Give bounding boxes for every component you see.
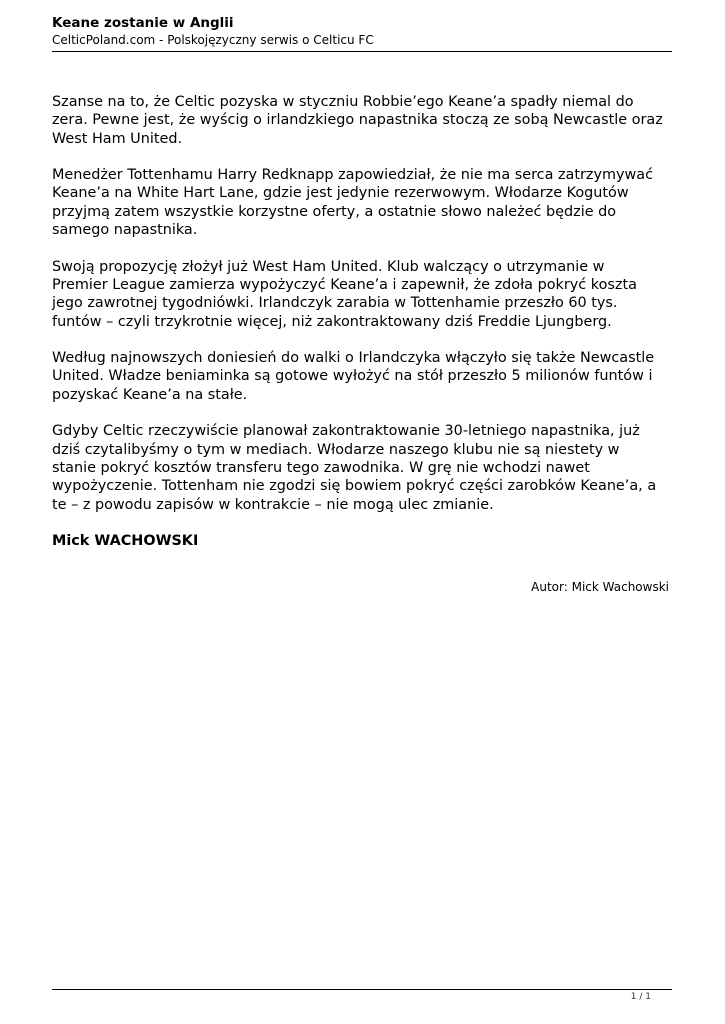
page-title: Keane zostanie w Anglii	[52, 15, 234, 31]
text-line: jego zawrotnej tygodniówki. Irlandczyk zarabia w Tottenhamie przeszło 60 tys.	[52, 295, 618, 312]
text-line: Swoją propozycję złożył już West Ham United. Klub walczący o utrzymanie w	[52, 258, 605, 275]
text-line: wypożyczenie. Tottenham nie zgodzi się bowiem pokryć części zarobków Keane’a, a	[52, 478, 657, 495]
article-signature: Mick WACHOWSKI	[52, 533, 199, 550]
document-header	[52, 15, 672, 48]
text-line: United. Władze beniaminka są gotowe wyłożyć na stół przeszło 5 milionów funtów i	[52, 368, 653, 385]
text-line: Keane’a na White Hart Lane, gdzie jest jedynie rezerwowym. Włodarze Kogutów	[52, 185, 629, 202]
text-line: Szanse na to, że Celtic pozyska w styczniu Robbie’ego Keane’a spadły niemal do	[52, 94, 634, 110]
text-line: Według najnowszych doniesień do walki o Irlandczyka włączyło się także Newcastle	[52, 350, 655, 367]
text-line: samego napastnika.	[52, 222, 198, 239]
text-line: pozyskać Keane’a na stałe.	[52, 386, 248, 403]
footer-divider	[52, 989, 672, 990]
text-line: te – z powodu zapisów w kontrakcie – nie mogą ulec zmianie.	[52, 496, 494, 513]
article-paragraph	[52, 258, 692, 331]
article-paragraph	[52, 166, 692, 239]
text-line: Menedżer Tottenhamu Harry Redknapp zapowiedział, że nie ma serca zatrzymywać	[52, 167, 654, 184]
text-line: Premier League zamierza wypożyczyć Keane’a i zapewnił, że zdoła pokryć koszta	[52, 276, 637, 293]
article-paragraph	[52, 349, 692, 404]
article-paragraph	[52, 93, 692, 148]
page-number: 1 / 1	[630, 992, 651, 1002]
header-divider	[52, 51, 672, 52]
text-line: zera. Pewne jest, że wyścig o irlandzkiego napastnika stoczą ze sobą Newcastle oraz	[52, 112, 663, 129]
text-line: dziś czytalibyśmy o tym w mediach. Włodarze naszego klubu nie są niestety w	[52, 441, 620, 458]
article-paragraph	[52, 422, 692, 513]
text-line: Gdyby Celtic rzeczywiście planował zakontraktowanie 30-letniego napastnika, już	[52, 423, 640, 440]
text-line: przyjmą zatem wszystkie korzystne oferty, a ostatnie słowo należeć będzie do	[52, 203, 617, 220]
text-line: West Ham United.	[52, 130, 183, 147]
article-body	[52, 93, 692, 550]
author-credit: Autor: Mick Wachowski	[531, 580, 669, 594]
text-line: stanie pokryć kosztów transferu tego zawodnika. W grę nie wchodzi nawet	[52, 459, 590, 476]
site-subtitle: CelticPoland.com - Polskojęzyczny serwis o Celticu FC	[52, 33, 374, 47]
text-line: funtów – czyli trzykrotnie więcej, niż zakontraktowany dziś Freddie Ljungberg.	[52, 313, 612, 330]
